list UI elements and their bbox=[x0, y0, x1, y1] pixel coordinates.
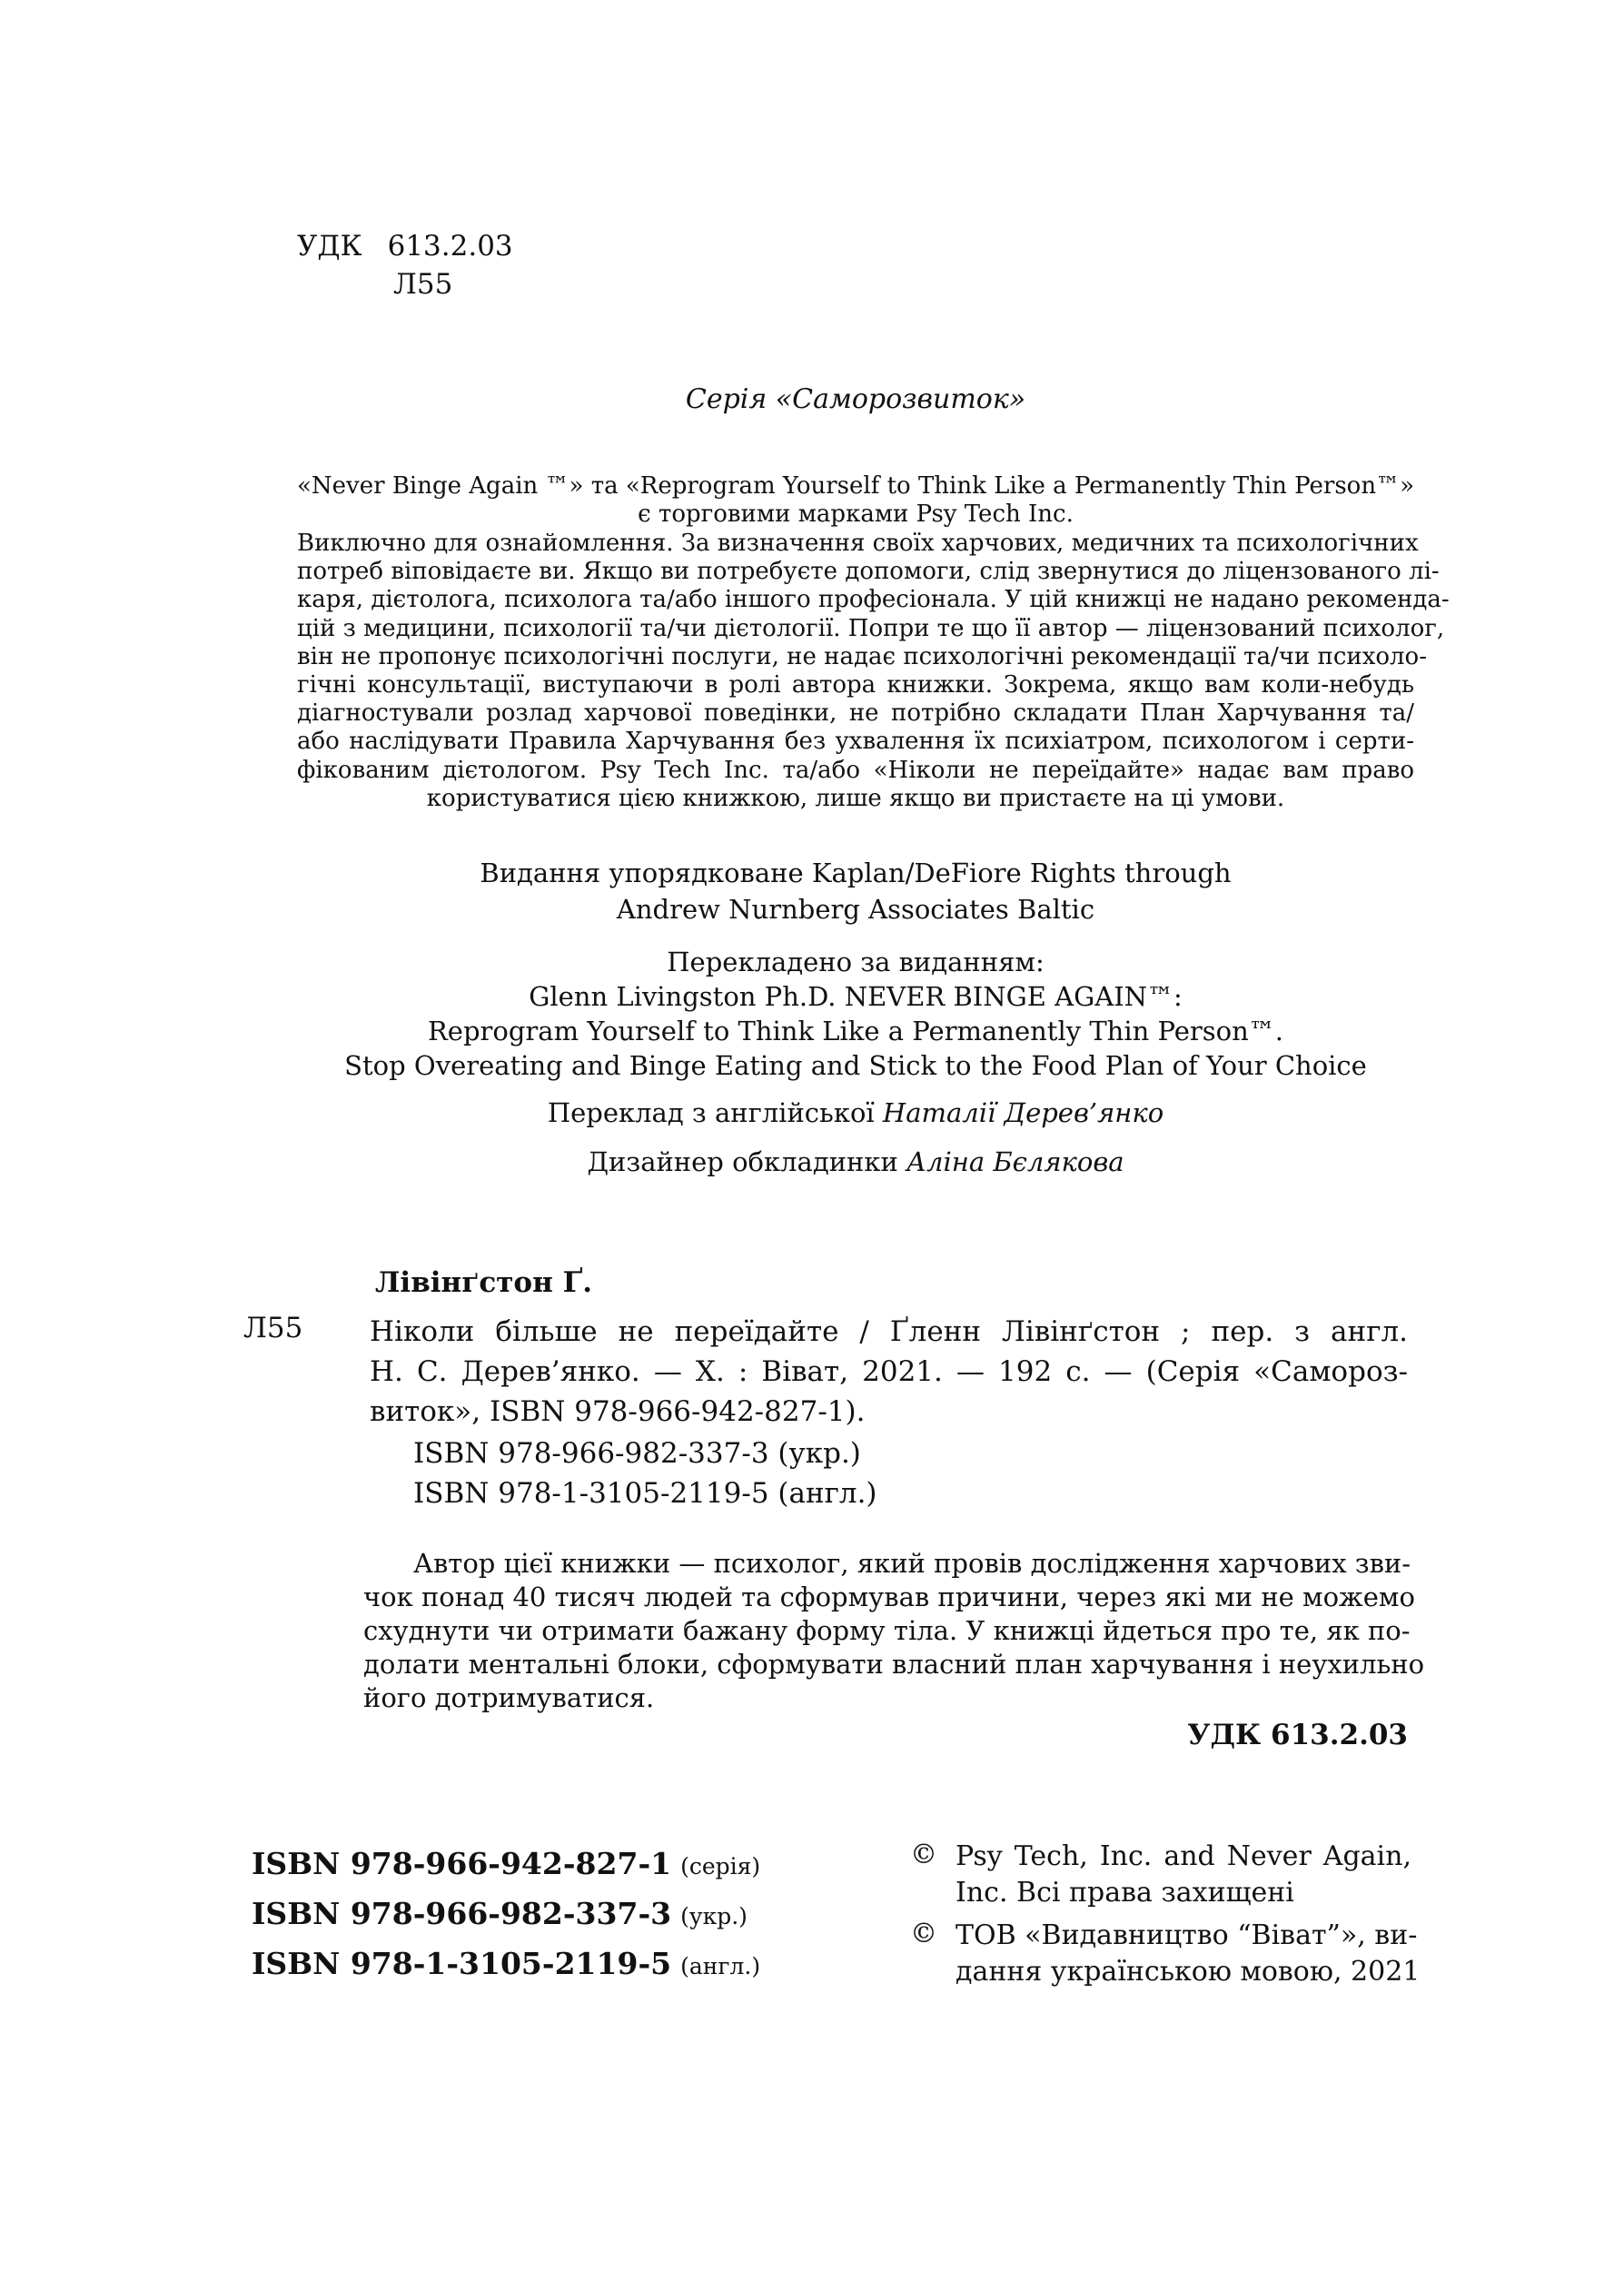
copyright-item bbox=[910, 1918, 1421, 1990]
translator-prefix: Переклад з англійської bbox=[547, 1097, 883, 1128]
translator-credit bbox=[297, 1097, 1414, 1128]
copyright-line: Inc. Всі права захищені bbox=[956, 1877, 1294, 1909]
copyright-line: Psy Tech, Inc. and Never Again, bbox=[956, 1840, 1411, 1872]
isbn-row bbox=[252, 1840, 760, 1890]
isbn-row bbox=[252, 1890, 760, 1940]
annotation-paragraph bbox=[363, 1547, 1425, 1715]
copyright-block bbox=[910, 1839, 1421, 1997]
annotation-line: Автор цієї книжки — психолог, який провів дослідження харчових зви- bbox=[413, 1548, 1411, 1579]
copyright-line: дання українською мовою, 2021 bbox=[956, 1956, 1421, 1988]
annotation-line: чок понад 40 тисяч людей та сформував причини, через які ми не можемо bbox=[363, 1582, 1415, 1612]
catalog-entry-line: виток», ISBN 978-966-942-827-1). bbox=[370, 1395, 866, 1428]
disclaimer-line: цій з медицини, психології та/чи дієтології. Попри те що її автор — ліцензований психолог, bbox=[297, 614, 1445, 642]
rights-line-2: Andrew Nurnberg Associates Baltic bbox=[616, 894, 1095, 925]
isbn-number: ISBN 978-1-3105-2119-5 bbox=[252, 1946, 672, 1981]
copyright-text bbox=[956, 1839, 1411, 1911]
udc-author-code: Л55 bbox=[393, 268, 453, 301]
udc-top-line bbox=[297, 227, 513, 265]
isbn-note: (серія) bbox=[680, 1853, 761, 1879]
annotation-line: схуднути чи отримати бажану форму тіла. У книжці йдеться про те, як по- bbox=[363, 1615, 1411, 1646]
disclaimer-line: фікованим дієтологом. Psy Tech Inc. та/або «Ніколи не переїдайте» надає вам право bbox=[297, 756, 1414, 784]
catalog-entry-line: Ніколи більше не переїдайте / Ґленн Лівінґстон ; пер. з англ. bbox=[370, 1315, 1408, 1348]
catalog-isbn-ukr: ISBN 978-966-982-337-3 (укр.) bbox=[413, 1437, 861, 1470]
disclaimer-line: Виключно для ознайомлення. За визначення своїх харчових, медичних та психологічних bbox=[297, 530, 1419, 557]
copyright-text bbox=[956, 1918, 1421, 1990]
copyright-line: ТОВ «Видавництво “Віват”», ви- bbox=[956, 1919, 1418, 1951]
source-line-1: Перекладено за виданням: bbox=[667, 947, 1045, 977]
catalog-code: Л55 bbox=[243, 1312, 303, 1344]
catalog-entry-line: Н. С. Дерев’янко. — Х. : Віват, 2021. — 192 с. — (Серія «Самороз- bbox=[370, 1355, 1408, 1388]
source-edition-block bbox=[297, 945, 1414, 1083]
copyright-item bbox=[910, 1839, 1411, 1911]
catalog-entry bbox=[370, 1312, 1408, 1432]
disclaimer-line: або наслідувати Правила Харчування без ухвалення їх психіатром, психологом і серти- bbox=[297, 728, 1414, 756]
udc-bottom: УДК 613.2.03 bbox=[1187, 1719, 1408, 1751]
udc-top-block bbox=[297, 227, 513, 303]
isbn-row bbox=[252, 1940, 760, 1990]
designer-name: Аліна Бєлякова bbox=[906, 1146, 1124, 1177]
catalog-isbn-eng: ISBN 978-1-3105-2119-5 (англ.) bbox=[413, 1477, 877, 1510]
series-title: Серія «Саморозвиток» bbox=[685, 383, 1026, 415]
isbn-number: ISBN 978-966-942-827-1 bbox=[252, 1846, 672, 1881]
annotation-line: його дотримуватися. bbox=[363, 1682, 655, 1713]
disclaimer-line: потреб віповідаєте ви. Якщо ви потребуєте допомоги, слід звернутися до ліцензованого лі- bbox=[297, 558, 1440, 586]
designer-prefix: Дизайнер обкладинки bbox=[587, 1146, 907, 1177]
annotation-line: долати ментальні блоки, сформувати власний план харчування і неухильно bbox=[363, 1649, 1425, 1680]
source-line-2: Glenn Livingston Ph.D. NEVER BINGE AGAIN™: bbox=[529, 981, 1183, 1012]
disclaimer-paragraph bbox=[297, 530, 1450, 813]
catalog-author-heading: Лівінґстон Ґ. bbox=[375, 1266, 593, 1299]
isbn-note: (укр.) bbox=[680, 1903, 748, 1929]
trademark-block bbox=[297, 472, 1414, 529]
isbn-number: ISBN 978-966-982-337-3 bbox=[252, 1896, 672, 1931]
disclaimer-line: діагностували розлад харчової поведінки, не потрібно складати План Харчування та/ bbox=[297, 699, 1414, 728]
disclaimer-line: каря, дієтолога, психолога та/або іншого професіонала. У цій книжці не надано рекоменда- bbox=[297, 586, 1450, 614]
isbn-block bbox=[252, 1840, 760, 1990]
source-line-4: Stop Overeating and Binge Eating and Stick to the Food Plan of Your Choice bbox=[344, 1050, 1367, 1081]
disclaimer-line: він не пропонує психологічні послуги, не надає психологічні рекомендації та/чи психоло- bbox=[297, 642, 1427, 670]
copyright-symbol: © bbox=[910, 1839, 937, 1870]
source-line-3: Reprogram Yourself to Think Like a Permanently Thin Person™. bbox=[427, 1016, 1284, 1046]
trademark-line-2: є торговими марками Psy Tech Inc. bbox=[638, 501, 1074, 528]
rights-line-1: Видання упорядковане Kaplan/DeFiore Rights through bbox=[480, 858, 1232, 888]
catalog-isbn-list bbox=[413, 1433, 877, 1513]
designer-credit bbox=[297, 1146, 1414, 1177]
rights-block bbox=[297, 855, 1414, 927]
isbn-note: (англ.) bbox=[680, 1953, 761, 1979]
copyright-symbol: © bbox=[910, 1918, 937, 1949]
trademark-line-1: «Never Binge Again ™» та «Reprogram Yourself to Think Like a Permanently Thin Person™» bbox=[297, 472, 1414, 500]
udc-value: 613.2.03 bbox=[387, 230, 513, 263]
disclaimer-line: гічні консультації, виступаючи в ролі автора книжки. Зокрема, якщо вам коли-небудь bbox=[297, 671, 1414, 699]
udc-label: УДК bbox=[297, 230, 362, 263]
disclaimer-last-line: користуватися цією книжкою, лише якщо ви пристаєте на ці умови. bbox=[426, 784, 1285, 812]
translator-name: Наталії Дерев’янко bbox=[882, 1097, 1164, 1128]
